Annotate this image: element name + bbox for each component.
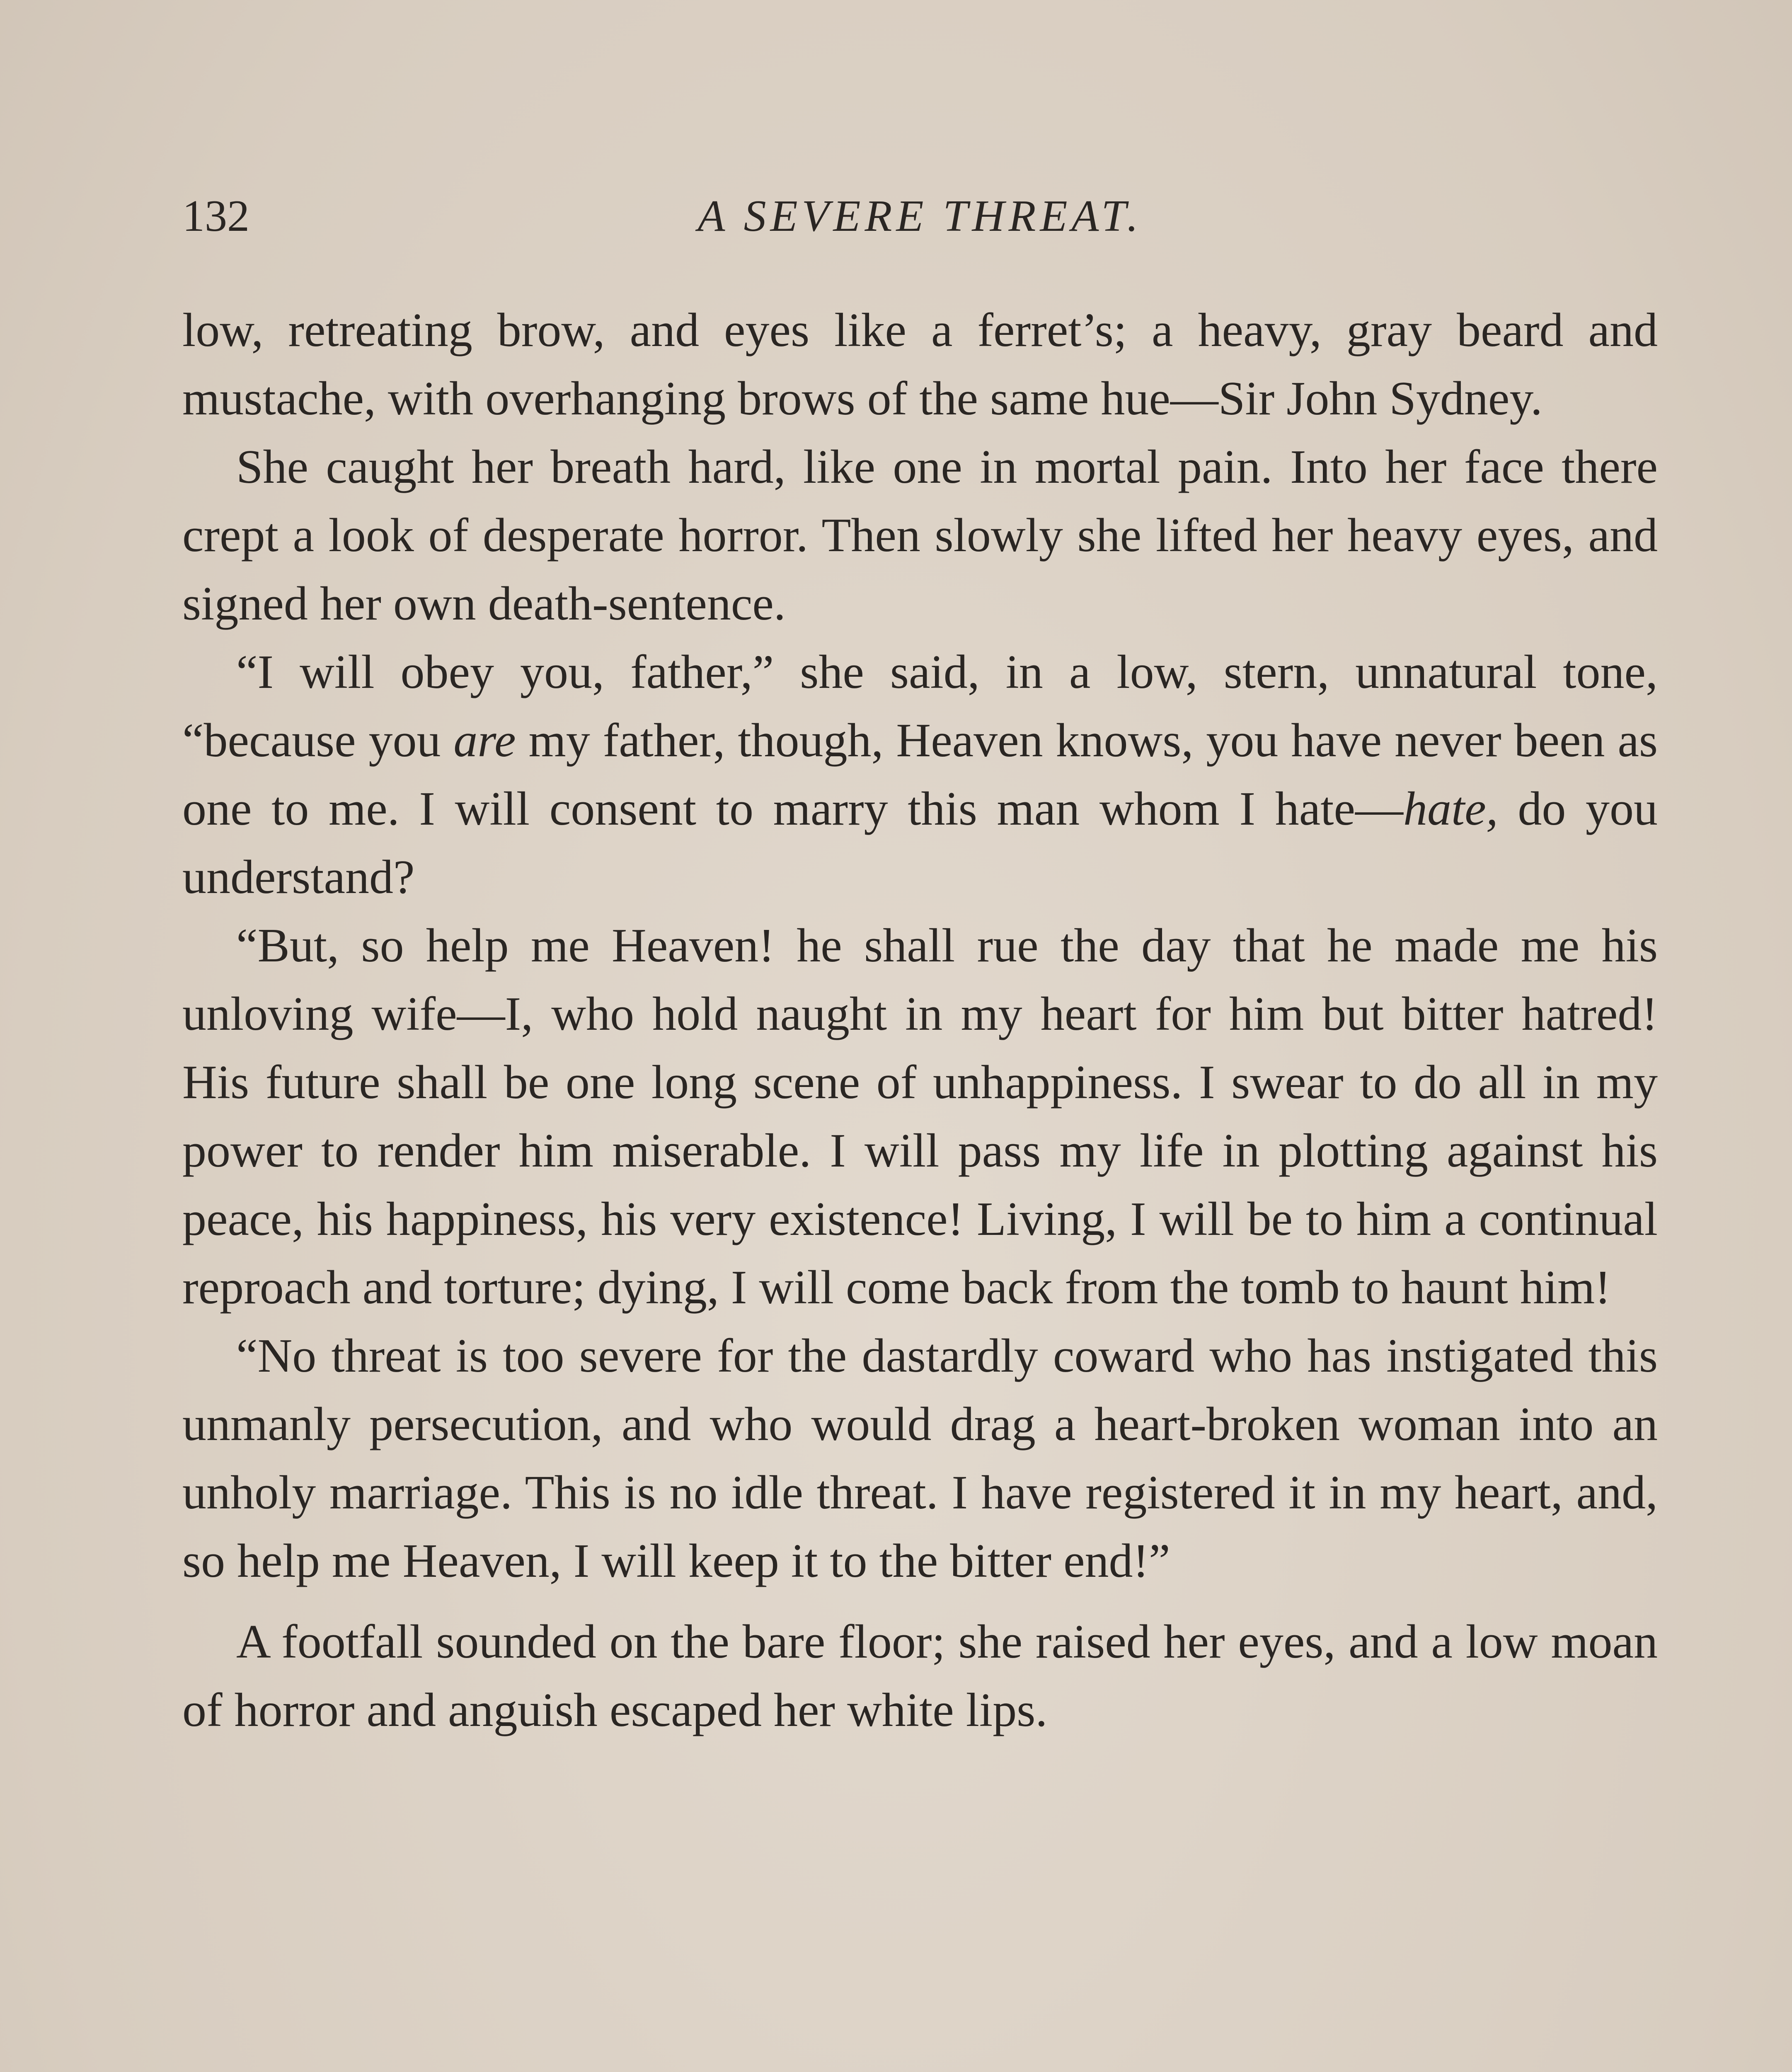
paragraph-6: A footfall sounded on the bare floor; she raised her eyes, and a low moan of horror and anguish escaped her white lips. — [182, 1615, 1658, 1737]
paragraph-3 — [182, 638, 1658, 912]
paragraph-4: “But, so help me Heaven! he shall rue the day that he made me his unloving wife—I, who hold naught in my heart for him but bitter hatred! His future shall be one long scene of unhappiness. I swear to do all in my power to render him miserable. I will pass my life in plotting against his peace, his happiness, his very existence! Living, I will be to him a continual reproach and torture; dying, I will come back from the tomb to haunt him! — [182, 919, 1658, 1314]
paragraph-1: low, retreating brow, and eyes like a ferret’s; a heavy, gray beard and mustache, with overhanging brows of the same hue—Sir John Sydney. — [182, 304, 1658, 425]
paragraph-2: She caught her breath hard, like one in mortal pain. Into her face there crept a look of desperate horror. Then slowly she lifted her heavy eyes, and signed her own death-sentence. — [182, 441, 1658, 630]
page-header — [182, 191, 1658, 249]
paragraph-3-text-b: my father, though, Heaven knows, you have never been as one to me. I will consent to marry this man whom I hate— — [182, 714, 1658, 835]
paragraph-3-text-c: do you understand? — [182, 782, 1658, 904]
page-number: 132 — [182, 191, 249, 241]
paragraph-5: “No threat is too severe for the dastardly coward who has instigated this unmanly persecution, and who would drag a heart-broken woman into an unholy marriage. This is no idle threat. I have registered it in my heart, and, so help me Heaven, I will keep it to the bitter end!” — [182, 1329, 1658, 1588]
emphasis-hate: hate, — [1403, 782, 1498, 835]
paragraph-3-text-a: “I will obey you, father,” she said, in a low, stern, unnatural tone, “because you — [182, 646, 1658, 767]
emphasis-are: are — [453, 714, 516, 767]
book-page — [182, 0, 1658, 2072]
running-head: A SEVERE THREAT. — [697, 191, 1143, 241]
body-text — [182, 296, 1658, 1745]
